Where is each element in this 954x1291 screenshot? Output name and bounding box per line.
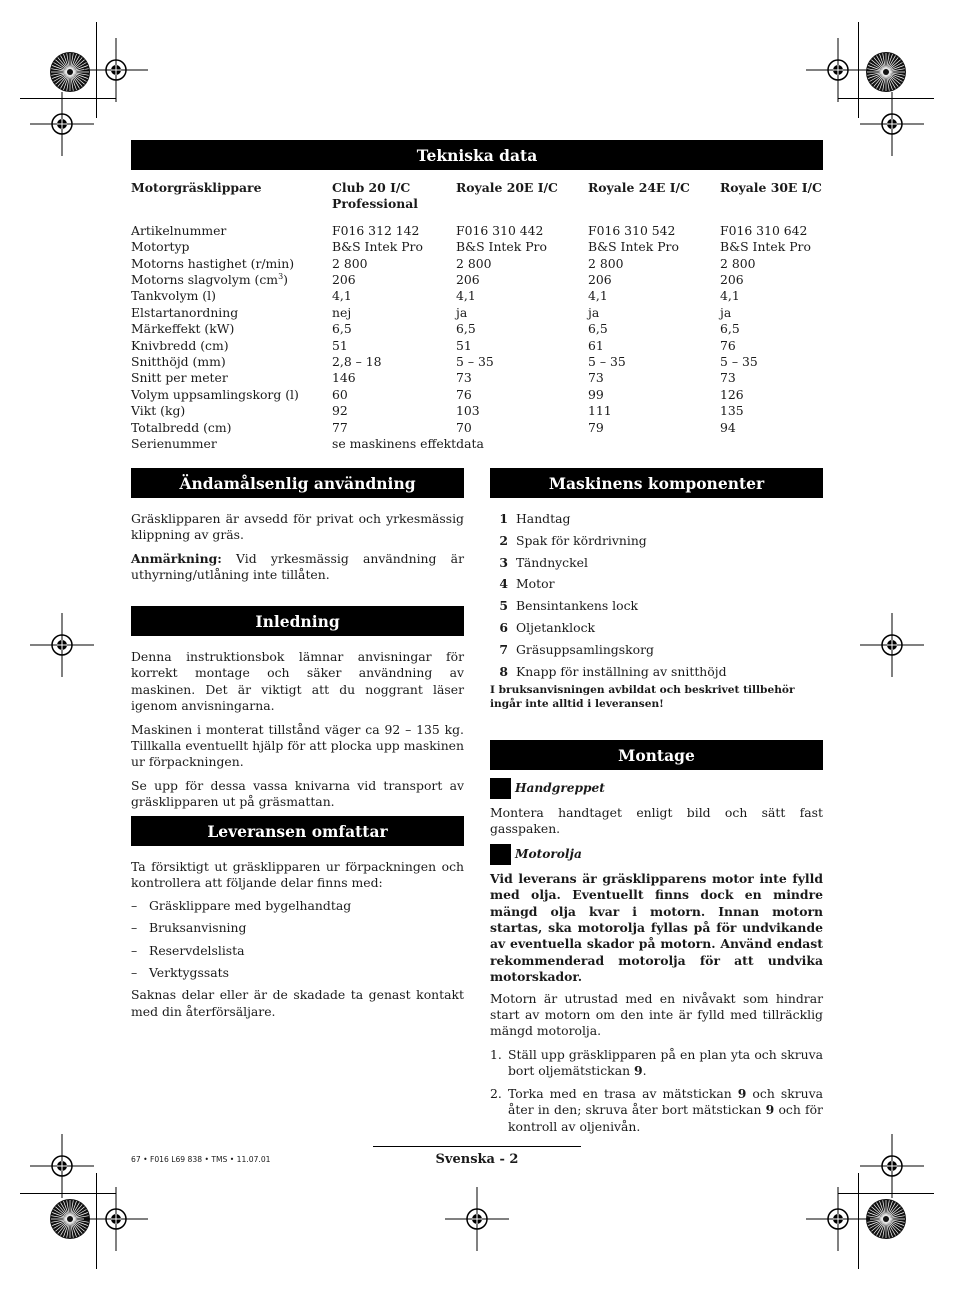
assembly-paragraph: Montera handtaget enligt bild och sätt fast gasspaken. — [490, 805, 823, 837]
tech-data-title: Tekniska data — [416, 145, 538, 165]
tech-row — [131, 338, 830, 354]
usage-note — [131, 551, 464, 584]
components-title: Maskinens komponenter — [548, 473, 765, 493]
dash-bullet: – — [131, 965, 138, 981]
component-item — [490, 555, 823, 571]
tech-cell: Märkeffekt (kW) — [131, 321, 235, 337]
tech-cell: 5 – 35 — [588, 354, 626, 370]
tech-row — [131, 420, 830, 436]
tech-cell: Totalbredd (cm) — [131, 419, 232, 435]
trim-line — [96, 1173, 97, 1269]
tech-cell: ja — [588, 304, 600, 320]
component-number: 6 — [499, 619, 508, 635]
tech-cell: 2 800 — [588, 255, 624, 271]
oil-warning: Vid leverans är gräsklipparens motor inte fylld med olja. Eventuellt finns dock en mindre mängd olja kvar i motorn. Innan motorn startas, ska motorolja fyllas på för undvikande av eventuella skador på motorn. Använd endast rekommenderad motorolja för att undvika motorskador. — [490, 870, 823, 985]
tech-cell: 111 — [588, 403, 612, 419]
component-item — [490, 533, 823, 549]
tech-cell: 2,8 – 18 — [332, 354, 382, 370]
header-cell: Club 20 I/C — [332, 180, 411, 195]
tech-cell: 73 — [720, 370, 736, 386]
tech-cell: Vikt (kg) — [131, 403, 186, 419]
list-item-text: Verktygssats — [149, 965, 229, 981]
tech-cell: 126 — [720, 386, 744, 402]
tech-cell: Snitt per meter — [131, 370, 228, 386]
registration-cross-icon — [30, 92, 94, 156]
tech-cell: 73 — [456, 370, 472, 386]
intro-body — [131, 649, 464, 818]
component-number: 1 — [499, 511, 508, 526]
component-item — [490, 620, 823, 636]
tech-cell: 6,5 — [456, 321, 476, 337]
component-number: 7 — [499, 641, 508, 657]
intro-paragraph: Denna instruktionsbok lämnar anvisningar för korrekt montage och säker användning av maskinen. Det är viktigt att du noggrant läser igenom anvisningarna. — [131, 649, 464, 714]
list-item — [131, 943, 464, 959]
tech-cell: B&S Intek Pro — [720, 239, 811, 255]
usage-paragraph: Gräsklipparen är avsedd för privat och yrkesmässig klippning av gräs. — [131, 511, 464, 543]
tech-cell: Motortyp — [131, 239, 190, 255]
tech-row — [131, 387, 830, 403]
registration-cross-icon — [860, 92, 924, 156]
delivery-title: Leveransen omfattar — [207, 821, 388, 841]
page-number: Svenska - 2 — [435, 1152, 519, 1167]
footer-code: 67 • F016 L69 838 • TMS • 11.07.01 — [131, 1155, 271, 1164]
tech-cell: F016 310 542 — [588, 222, 676, 238]
usage-heading — [131, 468, 464, 498]
component-label: Gräsuppsamlingskorg — [516, 641, 654, 657]
tech-cell: F016 310 442 — [456, 222, 544, 238]
component-number: 2 — [499, 532, 508, 548]
tech-cell: Motorns slagvolym $(cm^3)$ — [131, 272, 288, 288]
registration-cross-icon — [860, 613, 924, 677]
tech-row — [131, 305, 830, 321]
tech-cell: 206 — [456, 272, 480, 288]
intro-paragraph: Maskinen i monterat tillstånd väger ca 92 – 135 kg. Tillkalla eventuellt hjälp för att plocka upp maskinen ur förpackningen. — [131, 721, 464, 770]
registration-cross-icon — [445, 1187, 509, 1251]
tech-cell: F016 312 142 — [332, 222, 420, 238]
tech-cell: 99 — [588, 386, 604, 402]
dash-bullet: – — [131, 942, 138, 958]
subheading-text: Handgreppet — [515, 781, 605, 796]
tech-cell: B&S Intek Pro — [456, 239, 547, 255]
tech-cell: 79 — [588, 419, 604, 435]
tech-cell: Artikelnummer — [131, 222, 227, 238]
tech-row — [131, 354, 830, 370]
tech-cell: 4,1 — [456, 288, 476, 304]
component-label: Tändnyckel — [516, 554, 588, 570]
subheading-oil — [490, 844, 823, 865]
superscript: 3 — [278, 272, 284, 282]
assembly-heading — [490, 740, 823, 770]
tech-cell: se maskinens effektdata — [332, 436, 484, 452]
component-item — [490, 598, 823, 614]
component-item — [490, 664, 823, 680]
tech-cell: 73 — [588, 370, 604, 386]
component-number: 5 — [499, 598, 508, 614]
components-body — [490, 511, 823, 712]
tech-cell: 4,1 — [588, 288, 608, 304]
tech-row — [131, 239, 830, 255]
list-item-text: Reservdelslista — [149, 942, 245, 958]
header-cell: Royale 20E I/C — [456, 180, 558, 195]
component-label: Handtag — [516, 511, 571, 526]
assembly-title: Montage — [618, 745, 695, 765]
delivery-list — [131, 898, 464, 982]
tech-cell: 51 — [456, 337, 472, 353]
subheading-text: Motorolja — [515, 847, 582, 862]
delivery-paragraph: Ta försiktigt ut gräsklipparen ur förpackningen och kontrollera att följande delar finns med: — [131, 859, 464, 891]
tech-cell: ja — [456, 304, 468, 320]
list-item-text: Gräsklippare med bygelhandtag — [149, 897, 352, 913]
tech-cell: 76 — [456, 386, 472, 402]
tech-data-heading — [131, 140, 823, 170]
tech-cell: 146 — [332, 370, 356, 386]
tech-cell: nej — [332, 304, 352, 320]
tech-header-row — [131, 180, 830, 196]
tech-header-row-2 — [131, 196, 830, 212]
header-cell: Motorgräsklippare — [131, 180, 262, 195]
delivery-heading — [131, 816, 464, 846]
tech-cell: Volym uppsamlingskorg (l) — [131, 386, 299, 402]
registration-cross-icon — [84, 1187, 148, 1251]
trim-line — [20, 98, 116, 99]
tech-cell: 6,5 — [720, 321, 740, 337]
component-label: Knapp för inställning av snitthöjd — [516, 663, 727, 679]
paren: ) — [283, 272, 288, 288]
header-cell: Royale 24E I/C — [588, 180, 690, 195]
subheading-handgrip — [490, 778, 823, 799]
trim-line — [96, 22, 97, 118]
tech-cell: Motorns hastighet (r/min) — [131, 255, 295, 271]
component-number: 8 — [499, 663, 508, 679]
component-item — [490, 642, 823, 658]
dash-bullet: – — [131, 897, 138, 913]
tech-cell: B&S Intek Pro — [332, 239, 423, 255]
tech-cell: 5 – 35 — [720, 354, 758, 370]
assembly-paragraph: Motorn är utrustad med en nivåvakt som hindrar start av motorn om den inte är fylld med tillräcklig mängd motorolja. — [490, 990, 823, 1039]
tech-cell: 60 — [332, 386, 348, 402]
intro-heading — [131, 606, 464, 636]
usage-body — [131, 511, 464, 591]
list-item-text: Bruksanvisning — [149, 920, 247, 936]
footer-rule — [373, 1146, 581, 1147]
tech-cell: Knivbredd (cm) — [131, 337, 229, 353]
trim-line — [838, 98, 934, 99]
tech-cell: 92 — [332, 403, 348, 419]
tech-cell: 76 — [720, 337, 736, 353]
tech-cell: 6,5 — [588, 321, 608, 337]
tech-cell: 51 — [332, 337, 348, 353]
tech-cell: 4,1 — [720, 288, 740, 304]
header-cell: Royale 30E I/C — [720, 180, 822, 195]
tech-cell: ja — [720, 304, 732, 320]
tech-row — [131, 370, 830, 386]
tech-cell: F016 310 642 — [720, 222, 808, 238]
component-label: Spak för kördrivning — [516, 532, 647, 548]
tech-cell: 135 — [720, 403, 744, 419]
tech-cell: 5 – 35 — [456, 354, 494, 370]
component-label: Motor — [516, 576, 555, 592]
tech-cell: Elstartanordning — [131, 304, 239, 320]
step-text: Ställ upp gräsklipparen på en plan yta och skruva bort oljemätstickan 9. — [508, 1046, 823, 1079]
dash-bullet: – — [131, 920, 138, 936]
tech-row — [131, 272, 830, 288]
intro-title: Inledning — [255, 611, 340, 631]
header-cell: Professional — [332, 196, 418, 212]
tech-cell: 4,1 — [332, 288, 352, 304]
step-2 — [490, 1086, 823, 1135]
tech-row — [131, 256, 830, 272]
note-text: Vid yrkesmässig användning är uthyrning/utlåning inte tillåten. — [131, 550, 464, 583]
tech-cell: B&S Intek Pro — [588, 239, 679, 255]
tech-body — [131, 213, 830, 453]
tech-cell: Tankvolym (l) — [131, 288, 216, 304]
star-target-icon — [864, 50, 908, 94]
components-heading — [490, 468, 823, 498]
component-item — [490, 511, 823, 527]
delivery-body — [131, 859, 464, 1027]
component-number: 3 — [499, 554, 508, 570]
tech-cell: 206 — [588, 272, 612, 288]
tech-row — [131, 288, 830, 304]
tech-cell: 103 — [456, 403, 480, 419]
star-target-icon — [864, 1197, 908, 1241]
components-list — [490, 511, 823, 680]
tech-row — [131, 403, 830, 419]
components-note: I bruksanvisningen avbildat och beskrivet tillbehör ingår inte alltid i leveransen! — [490, 684, 795, 710]
step-number: 2. — [490, 1085, 502, 1101]
trim-line — [858, 1173, 859, 1269]
tech-row — [131, 223, 830, 239]
trim-line — [858, 22, 859, 118]
tech-cell: 2 800 — [332, 255, 368, 271]
list-item — [131, 898, 464, 914]
tech-row — [131, 321, 830, 337]
tech-cell: 94 — [720, 419, 736, 435]
tech-cell: 77 — [332, 419, 348, 435]
tech-cell: 61 — [588, 337, 604, 353]
square-bullet-icon — [490, 778, 511, 799]
list-item — [131, 920, 464, 936]
assembly-body — [490, 778, 823, 1141]
square-bullet-icon — [490, 844, 511, 865]
tech-cell: Snitthöjd (mm) — [131, 354, 226, 370]
tech-row — [131, 436, 830, 452]
tech-cell: 70 — [456, 419, 472, 435]
usage-title: Ändamålsenlig användning — [179, 473, 416, 493]
note-label: Anmärkning: — [131, 550, 222, 566]
tech-cell: 206 — [332, 272, 356, 288]
component-label: Bensintankens lock — [516, 598, 639, 614]
component-number: 4 — [499, 576, 508, 592]
tech-cell: 2 800 — [456, 255, 492, 271]
step-number: 1. — [490, 1046, 502, 1062]
tech-cell: 2 800 — [720, 255, 756, 271]
tech-cell: Serienummer — [131, 436, 217, 452]
tech-cell: 206 — [720, 272, 744, 288]
intro-paragraph: Se upp för dessa vassa knivarna vid transport av gräsklipparen ut på gräsmattan. — [131, 777, 464, 810]
trim-line — [838, 1193, 934, 1194]
registration-cross-icon — [806, 1187, 870, 1251]
step-1 — [490, 1047, 823, 1080]
list-item — [131, 965, 464, 981]
step-text: Torka med en trasa av mätstickan 9 och skruva åter in den; skruva åter bort mätstickan 9 och för kontroll av oljenivån. — [508, 1085, 823, 1134]
delivery-paragraph: Saknas delar eller är de skadade ta genast kontakt med din återförsäljare. — [131, 987, 464, 1019]
component-label: Oljetanklock — [516, 619, 596, 635]
component-item — [490, 576, 823, 592]
tech-cell: 6,5 — [332, 321, 352, 337]
registration-cross-icon — [30, 613, 94, 677]
tech-data-table — [131, 180, 830, 453]
trim-line — [20, 1193, 116, 1194]
